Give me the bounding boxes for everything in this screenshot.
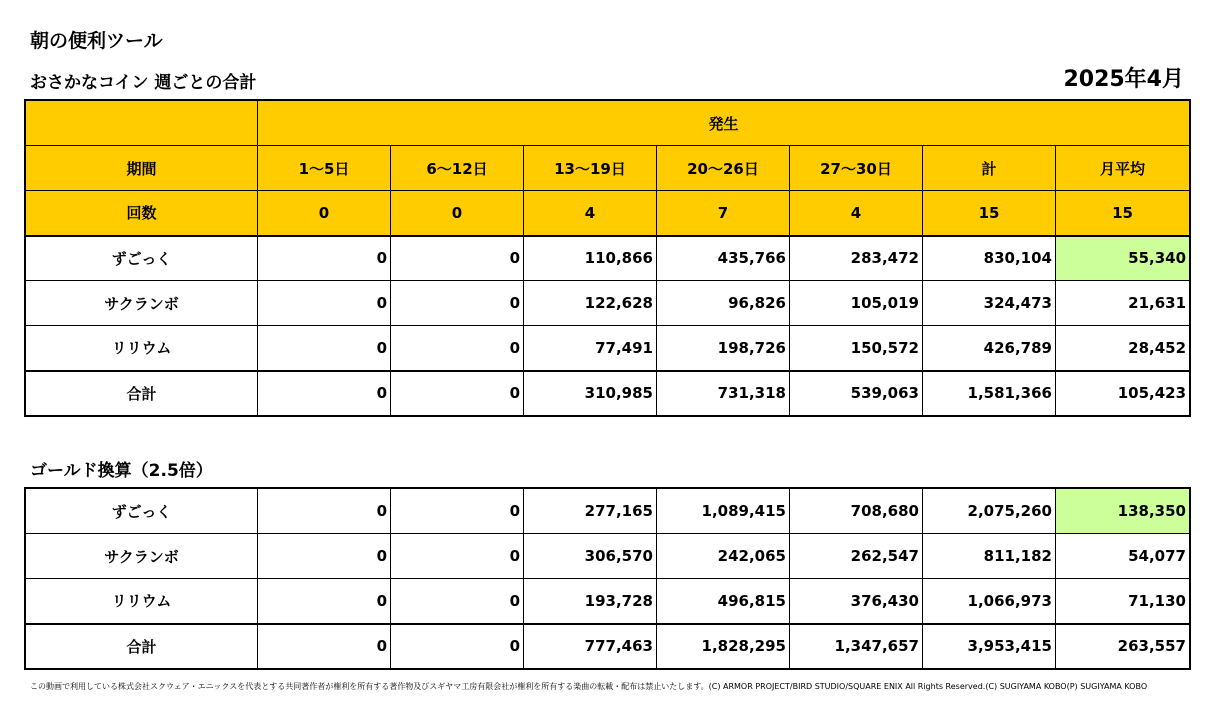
total-cell: 1,347,657 xyxy=(790,624,923,669)
value-cell: 0 xyxy=(391,534,524,579)
month-label: 2025年4月 xyxy=(1063,67,1184,92)
count-cell: 15 xyxy=(1056,191,1190,236)
value-cell: 1,089,415 xyxy=(657,489,790,534)
value-cell: 426,789 xyxy=(923,326,1056,371)
count-cell: 4 xyxy=(790,191,923,236)
value-cell: 193,728 xyxy=(524,579,657,624)
period-cell: 27～30日 xyxy=(790,146,923,191)
total-cell: 263,557 xyxy=(1056,624,1190,669)
table-row xyxy=(26,281,1190,326)
value-cell: 105,019 xyxy=(790,281,923,326)
value-cell: 1,066,973 xyxy=(923,579,1056,624)
section-title-gold: ゴールド換算（2.5倍） xyxy=(30,461,213,481)
coin-table xyxy=(25,100,1190,416)
table-row xyxy=(26,326,1190,371)
total-cell: 0 xyxy=(258,624,391,669)
value-cell: 0 xyxy=(391,489,524,534)
period-cell: 20～26日 xyxy=(657,146,790,191)
total-row xyxy=(26,624,1190,669)
period-cell: 計 xyxy=(923,146,1056,191)
total-cell: 731,318 xyxy=(657,371,790,416)
row-label: ずごっく xyxy=(26,236,258,281)
row-label: サクランボ xyxy=(26,534,258,579)
value-cell: 0 xyxy=(258,281,391,326)
count-cell: 7 xyxy=(657,191,790,236)
count-cell: 15 xyxy=(923,191,1056,236)
occurrence-header-row xyxy=(26,101,1190,146)
value-cell: 110,866 xyxy=(524,236,657,281)
table-row xyxy=(26,489,1190,534)
total-cell: 3,953,415 xyxy=(923,624,1056,669)
total-cell: 0 xyxy=(258,371,391,416)
header-corner-cell xyxy=(26,101,258,146)
count-cell: 0 xyxy=(258,191,391,236)
total-cell: 1,581,366 xyxy=(923,371,1056,416)
occurrence-label: 発生 xyxy=(258,101,1190,146)
count-label: 回数 xyxy=(26,191,258,236)
value-cell: 0 xyxy=(391,281,524,326)
row-label: リリウム xyxy=(26,326,258,371)
value-cell: 150,572 xyxy=(790,326,923,371)
value-cell: 0 xyxy=(391,236,524,281)
table-row xyxy=(26,534,1190,579)
highlighted-value-cell: 138,350 xyxy=(1056,489,1190,534)
section-title-coins: おさかなコイン 週ごとの合計 xyxy=(30,73,257,93)
value-cell: 0 xyxy=(258,489,391,534)
value-cell: 198,726 xyxy=(657,326,790,371)
period-cell: 月平均 xyxy=(1056,146,1190,191)
value-cell: 21,631 xyxy=(1056,281,1190,326)
value-cell: 77,491 xyxy=(524,326,657,371)
period-cell: 6～12日 xyxy=(391,146,524,191)
total-cell: 310,985 xyxy=(524,371,657,416)
value-cell: 0 xyxy=(258,236,391,281)
total-label: 合計 xyxy=(26,371,258,416)
copyright-footer: この動画で利用している株式会社スクウェア・エニックスを代表とする共同著作者が権利を所有する著作物及びスギヤマ工房有限会社が権利を所有する楽曲の転載・配布は禁止いたします。(C) ARMOR PROJECT/BIRD STUDIO/SQUARE ENIX All Rights Reserved.(C) SUGIYAMA KOBO(P) SUGIYAMA KOBO xyxy=(30,682,1148,691)
value-cell: 0 xyxy=(391,579,524,624)
table-row xyxy=(26,236,1190,281)
value-cell: 811,182 xyxy=(923,534,1056,579)
value-cell: 283,472 xyxy=(790,236,923,281)
highlighted-value-cell: 55,340 xyxy=(1056,236,1190,281)
value-cell: 71,130 xyxy=(1056,579,1190,624)
value-cell: 830,104 xyxy=(923,236,1056,281)
value-cell: 306,570 xyxy=(524,534,657,579)
value-cell: 0 xyxy=(258,534,391,579)
value-cell: 28,452 xyxy=(1056,326,1190,371)
total-cell: 777,463 xyxy=(524,624,657,669)
page-title: 朝の便利ツール xyxy=(30,30,163,52)
value-cell: 2,075,260 xyxy=(923,489,1056,534)
value-cell: 0 xyxy=(258,326,391,371)
value-cell: 262,547 xyxy=(790,534,923,579)
count-cell: 4 xyxy=(524,191,657,236)
row-label: サクランボ xyxy=(26,281,258,326)
count-cell: 0 xyxy=(391,191,524,236)
value-cell: 277,165 xyxy=(524,489,657,534)
total-cell: 0 xyxy=(391,371,524,416)
row-label: リリウム xyxy=(26,579,258,624)
value-cell: 54,077 xyxy=(1056,534,1190,579)
row-label: ずごっく xyxy=(26,489,258,534)
value-cell: 96,826 xyxy=(657,281,790,326)
count-header-row xyxy=(26,191,1190,236)
table-row xyxy=(26,579,1190,624)
value-cell: 708,680 xyxy=(790,489,923,534)
total-cell: 1,828,295 xyxy=(657,624,790,669)
value-cell: 496,815 xyxy=(657,579,790,624)
period-header-row xyxy=(26,146,1190,191)
total-cell: 105,423 xyxy=(1056,371,1190,416)
value-cell: 435,766 xyxy=(657,236,790,281)
gold-table xyxy=(25,488,1190,669)
total-cell: 0 xyxy=(391,624,524,669)
period-cell: 13～19日 xyxy=(524,146,657,191)
total-label: 合計 xyxy=(26,624,258,669)
value-cell: 324,473 xyxy=(923,281,1056,326)
value-cell: 122,628 xyxy=(524,281,657,326)
total-row xyxy=(26,371,1190,416)
period-label: 期間 xyxy=(26,146,258,191)
value-cell: 242,065 xyxy=(657,534,790,579)
period-cell: 1～5日 xyxy=(258,146,391,191)
value-cell: 0 xyxy=(258,579,391,624)
total-cell: 539,063 xyxy=(790,371,923,416)
value-cell: 0 xyxy=(391,326,524,371)
value-cell: 376,430 xyxy=(790,579,923,624)
